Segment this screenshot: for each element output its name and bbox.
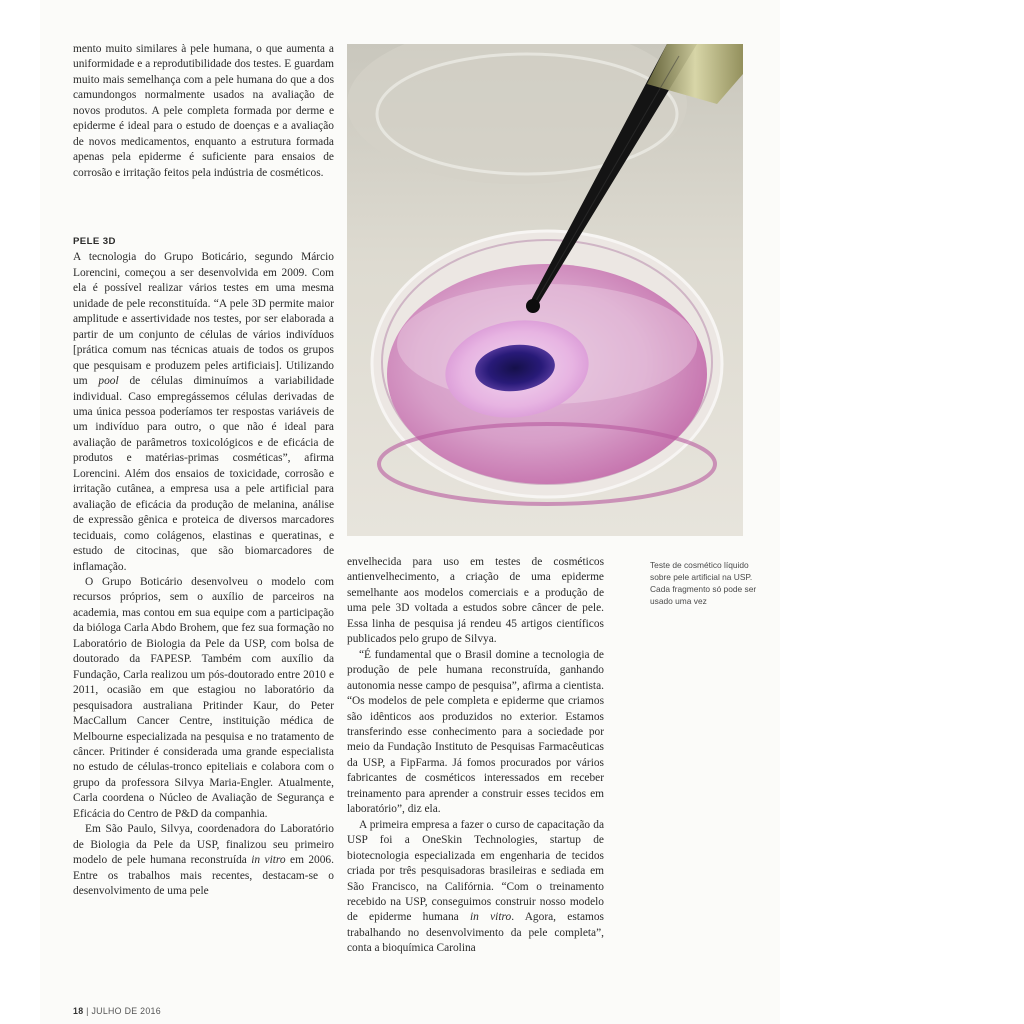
column-1-section — [73, 234, 334, 899]
issue-date: JULHO DE 2016 — [91, 1006, 161, 1016]
paragraph: mento muito similares à pele humana, o que aumenta a uniformidade e a reprodutibilidade dos testes. E guardam muito mais semelhança com a pele humana do que a dos camundongos normalmente usados na avaliação de novos produtos. A pele completa formada por derme e epiderme é ideal para o estudo de doenças e a avaliação de novos medicamentos, enquanto a estrutura formada apenas pela epiderme é suficiente para ensaios de corrosão e irritação feitos pela indústria de cosméticos. — [73, 43, 334, 179]
page-footer — [73, 1006, 161, 1016]
petri-dish-photo — [347, 44, 743, 536]
section-heading: PELE 3D — [73, 236, 116, 247]
paragraph: A tecnologia do Grupo Boticário, segundo Márcio Lorencini, começou a ser desenvolvida em 2009. Com ela é possível realizar vários testes em uma mesma unidade de pele reconstituída. “A pele 3D permite maior amplitude e assertividade nos testes, por ser elaborada a partir de um conjunto de células de vários indivíduos [prática comum nas técnicas atuais de todos os grupos que pesquisam e produzem peles artificiais]. Utilizando um pool de células diminuímos a variabilidade individual. Caso empregássemos células derivadas de uma única pessoa poderíamos ter respostas variáveis de um indivíduo para outro, o que não é ideal para avaliação de parâmetros toxicológicos e de eficácia de produtos e matérias-primas cosméticas”, afirma Lorencini. Além dos ensaios de toxicidade, corrosão e irritação cutânea, a empresa usa a pele artificial para avaliação de eficácia da produção de melanina, análise de expressão gênica e proteica de diversos marcadores teciduais, como colágenos, elastinas e queratinas, e estudo de citocinas, que são biomarcadores de inflamação. — [73, 251, 334, 573]
column-1-intro — [73, 42, 334, 181]
paragraph: “É fundamental que o Brasil domine a tecnologia de produção de pele humana reconstruída, ganhando autonomia nesse campo de pesquisa”, afirma a cientista. “Os modelos de pele completa e epiderme que criamos são idênticos aos produzidos no exterior. Estamos transferindo esse conhecimento para a sociedade por meio da Fundação Instituto de Pesquisas Farmacêuticas da USP, a FipFarma. Já fomos procurados por vários fabricantes de cosméticos interessados em receber treinamento para aprender a construir esses tecidos em laboratório”, diz ela. — [347, 648, 604, 816]
paragraph: A primeira empresa a fazer o curso de capacitação da USP foi a OneSkin Technologies, startup de biotecnologia especializada em engenharia de tecidos criada por três pesquisadoras brasileiras e sediada em São Francisco, na Califórnia. “Com o treinamento recebido na USP, conseguimos construir nosso modelo de epiderme humana in vitro. Agora, estamos trabalhando no desenvolvimento da pele completa”, conta a bioquímica Carolina — [347, 818, 604, 955]
paragraph: O Grupo Boticário desenvolveu o modelo com recursos próprios, sem o auxílio de parceiros na academia, mas contou em sua equipe com a participação da bióloga Carla Abdo Brohem, que fez sua formação no Laboratório de Biologia da Pele da USP, com bolsa de doutorado da FAPESP. Também com auxílio da Fundação, Carla realizou um pós-doutorado entre 2010 e 2011, ocasião em que estagiou no laboratório da pesquisadora australiana Pritinder Kaur, do Peter MacCallum Cancer Centre, instituição médica de Melbourne especializada na pesquisa e no tratamento de câncer. Pritinder é considerada uma grande especialista no estudo de células-tronco epiteliais e colabora com o grupo da professora Silvya Maria-Engler. Atualmente, Carla coordena o Núcleo de Avaliação de Segurança e Eficácia do Centro de P&D da companhia. — [73, 575, 334, 820]
page-number: 18 — [73, 1006, 84, 1016]
footer-separator: | — [86, 1006, 89, 1016]
paragraph: envelhecida para uso em testes de cosméticos antienvelhecimento, a criação de uma epiderme semelhante aos modelos comerciais e a produção de uma pele 3D voltada a estudos sobre câncer de pele. Essa linha de pesquisa já rendeu 45 artigos científicos publicados pelo grupo de Silvya. — [347, 556, 604, 646]
photo-caption: Teste de cosmético líquido sobre pele artificial na USP. Cada fragmento só pode ser usado uma vez — [650, 560, 757, 606]
paragraph: Em São Paulo, Silvya, coordenadora do Laboratório de Biologia da Pele da USP, finalizou seu primeiro modelo de pele humana reconstruída in vitro em 2006. Entre os trabalhos mais recentes, destacam-se o desenvolvimento de uma pele — [73, 823, 334, 898]
column-2 — [347, 555, 604, 957]
